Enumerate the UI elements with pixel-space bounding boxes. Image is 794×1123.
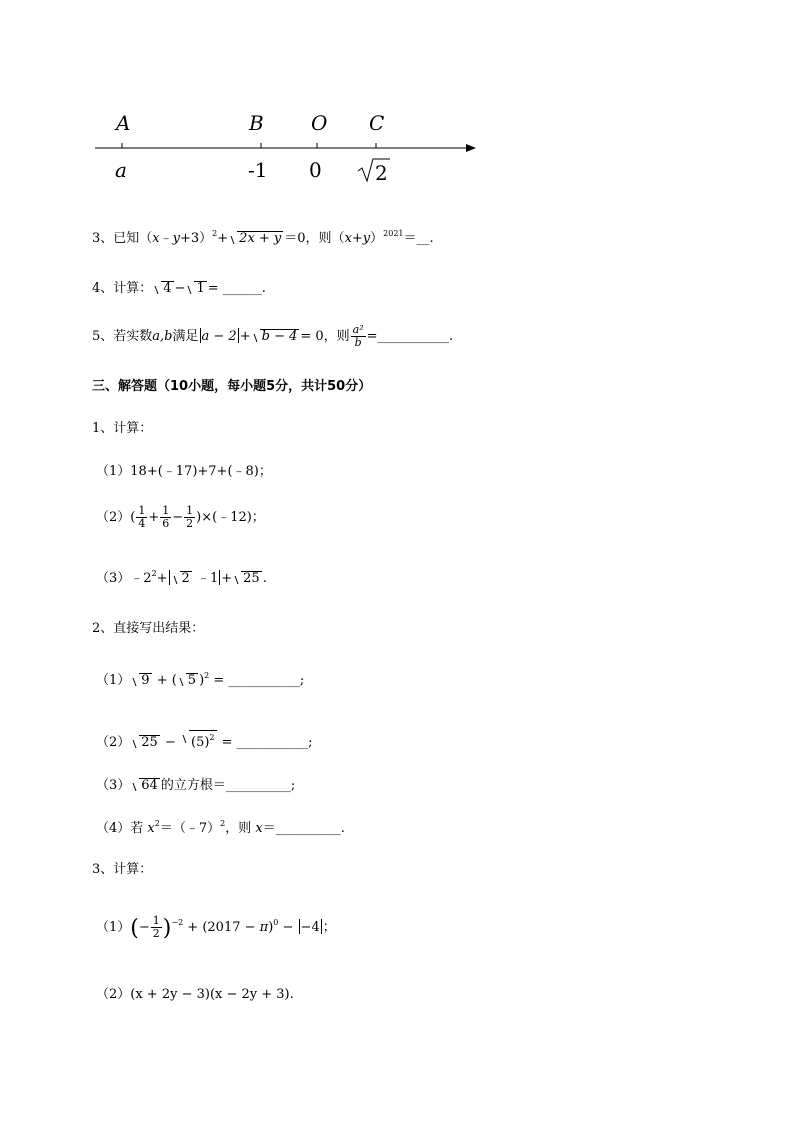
p2-i2-radicand-1: 25 — [141, 735, 158, 750]
p3-i1-prefix: （1） — [96, 920, 131, 935]
problem-1-item-2 — [96, 505, 265, 530]
p2-i2-prefix: （2） — [96, 735, 131, 750]
p1-i3-radicand: 2 — [181, 571, 190, 586]
p2-i3-radicand: 64 — [141, 778, 158, 793]
p2-i1-square: 2 — [204, 671, 210, 680]
q3-answer-blank: ＝__. — [403, 231, 434, 246]
q4-minus: − — [174, 281, 186, 296]
q3-plus: + — [217, 231, 229, 246]
p2-i2-radicand-2-wrap — [189, 730, 217, 749]
q3-sqrt — [228, 231, 283, 245]
q4-prefix: 4、计算： — [92, 281, 153, 296]
question-5 — [92, 324, 453, 349]
point-name-b: B — [249, 111, 264, 135]
section-3-title: 三、解答题（10小题，每小题5分，共计50分） — [92, 379, 372, 394]
problem-2-item-1 — [96, 672, 304, 687]
p1-frac-3 — [184, 505, 195, 530]
p1-frac-2 — [160, 505, 171, 530]
p2-i4-answer-blank: ＝__________. — [262, 821, 345, 836]
problem-2-item-2 — [96, 730, 313, 749]
p1-i3-plus: + — [156, 571, 168, 586]
p1-i3-sqrt — [171, 571, 192, 585]
p2-i4-square: 2 — [154, 819, 160, 828]
p2-i1-radicand-1: 9 — [141, 673, 150, 688]
p1-frac-1 — [136, 505, 147, 530]
p3-i1-fraction — [151, 915, 162, 940]
q5-abs-left — [200, 328, 201, 343]
problem-3-item-1: （1）(− $\frac{1}{2}$ )$^{-2} + (2017 - \pi)^0 - -4$ ； — [96, 914, 336, 941]
q3-radicand: 2x + y — [239, 231, 282, 246]
q3-xy: x+y — [344, 231, 371, 246]
q5-answer-blank: =___________. — [366, 329, 454, 344]
p2-i4-square-2: 2 — [220, 819, 226, 828]
q5-denominator: b — [354, 336, 362, 349]
p1-i3-sqrt-2 — [232, 571, 262, 585]
point-label-a: a — [115, 158, 127, 182]
q3-y: y — [172, 231, 180, 246]
problem-2-item-3 — [96, 778, 295, 792]
q5-ab: a,b — [152, 329, 173, 344]
q4-sqrt-1 — [152, 281, 173, 295]
p3-i1-abs-inner: −4 — [300, 920, 320, 935]
p1-i3-prefix: （3）﹣2 — [96, 571, 152, 586]
p2-i3-sqrt — [130, 778, 160, 792]
p1-i2-tail: )×(﹣12)； — [196, 510, 265, 525]
p1-frac-3-den: 2 — [186, 517, 194, 530]
problem-1-item-1: （1）18+(﹣17)+7+(﹣8)； — [96, 464, 272, 479]
p3-i1-numerator: 1 — [152, 914, 160, 927]
p3-i1-pi: π — [259, 920, 269, 935]
q4-radicand-2: 1 — [196, 281, 205, 296]
p1-i3-radicand-2: 25 — [243, 571, 260, 586]
p1-frac-2-num: 1 — [162, 504, 170, 517]
p1-frac-1-num: 1 — [138, 504, 146, 517]
p1-i3-tail: . — [262, 571, 267, 586]
q5-prefix: 5、若实数 — [92, 329, 153, 344]
p2-i2-square: 2 — [209, 733, 215, 742]
q5-numerator: a² — [352, 323, 364, 336]
p2-i1-mid: + ( — [152, 673, 177, 688]
p3-i1-tail: ； — [322, 920, 336, 935]
p2-i1-radicand-2: 5 — [187, 673, 197, 688]
p1-frac-3-num: 1 — [186, 504, 194, 517]
p2-i4-x2: x — [255, 821, 263, 836]
p1-minus: − — [172, 510, 184, 525]
p2-i1-close: ) — [199, 673, 205, 688]
number-line — [90, 105, 490, 200]
p3-i1-abs-right — [321, 919, 322, 934]
q5-mid: 满足 — [172, 329, 199, 344]
p2-i2-sqrt-1 — [130, 735, 160, 749]
p3-i1-abs-left — [299, 919, 300, 934]
problem-1-title: 1、计算： — [92, 421, 153, 436]
q3-minus: ﹣ — [159, 231, 173, 246]
p1-i3-square: 2 — [151, 569, 157, 578]
point-name-o: O — [311, 111, 328, 135]
p2-i4-prefix: （4）若 — [96, 821, 148, 836]
q5-plus: + — [239, 329, 251, 344]
point-label-o: 0 — [309, 158, 322, 182]
q4-answer-blank: = ______. — [207, 281, 266, 296]
p3-i1-minus: − — [278, 920, 298, 935]
p2-i2-sqrt-2 — [180, 730, 217, 749]
p2-i1-answer-blank: = ___________; — [209, 673, 305, 688]
point-label-c: 2 — [375, 161, 388, 185]
q5-sqrt — [251, 329, 300, 343]
p1-i3-plus2: + — [221, 571, 233, 586]
p3-i1-denominator: 2 — [152, 927, 160, 940]
p3-i1-close-paren: ) — [162, 916, 172, 941]
p3-i1-close: ) — [268, 920, 274, 935]
p2-i2-radicand-2: (5) — [191, 735, 210, 750]
p3-i1-exponent: −2 — [171, 918, 184, 927]
p3-i1-exponent-0: 0 — [273, 918, 279, 927]
p2-i2-mid: − — [160, 735, 180, 750]
problem-3-item-2: （2）(x + 2y − 3)(x − 2y + 3). — [96, 987, 294, 1002]
p3-i1-mid: + (2017 − — [183, 920, 260, 935]
q3-eq: ＝0，则（ — [284, 231, 345, 246]
q3-square: 2 — [212, 229, 218, 238]
q4-radicand-1: 4 — [163, 281, 172, 296]
point-name-c: C — [369, 111, 385, 135]
p1-plus: + — [148, 510, 160, 525]
q5-eq: = 0，则 — [300, 329, 350, 344]
q3-prefix: 3、已知（ — [92, 231, 153, 246]
p2-i3-prefix: （3） — [96, 778, 131, 793]
p1-frac-2-den: 6 — [162, 517, 170, 530]
problem-2-item-4 — [96, 820, 345, 835]
q4-sqrt-2 — [185, 281, 206, 295]
q3-x: x — [152, 231, 160, 246]
p1-i2-prefix: （2）( — [96, 510, 136, 525]
question-3 — [92, 230, 434, 245]
p2-i1-prefix: （1） — [96, 673, 131, 688]
p2-i4-mid: ＝（﹣7） — [159, 821, 221, 836]
problem-3-title: 3、计算： — [92, 862, 153, 877]
p2-i1-sqrt-2 — [177, 673, 198, 687]
p2-i3-answer-blank: 的立方根＝__________; — [160, 778, 296, 793]
question-4 — [92, 281, 266, 295]
p1-i3-mid: ﹣1 — [192, 571, 219, 586]
q3-plus3: +3） — [180, 231, 213, 246]
q5-fraction — [351, 324, 366, 349]
point-name-a: A — [116, 111, 131, 135]
p2-i1-sqrt-1 — [130, 673, 151, 687]
p2-i4-then: ，则 — [225, 821, 256, 836]
point-label-b: -1 — [248, 158, 268, 182]
q3-close: ） — [370, 231, 384, 246]
p2-i4-x: x — [147, 821, 155, 836]
q3-exponent: 2021 — [383, 229, 404, 238]
q5-abs-inner: a − 2 — [201, 329, 237, 344]
problem-1-item-3 — [96, 570, 267, 585]
problem-2-title: 2、直接写出结果： — [92, 621, 205, 636]
p3-i1-open-paren: ( — [130, 916, 139, 941]
p2-i2-answer-blank: = ___________; — [217, 735, 313, 750]
number-line-arrow — [466, 144, 476, 152]
q5-abs-right — [238, 328, 239, 343]
q5-radicand: b − 4 — [261, 329, 298, 344]
p1-frac-1-den: 4 — [138, 517, 146, 530]
